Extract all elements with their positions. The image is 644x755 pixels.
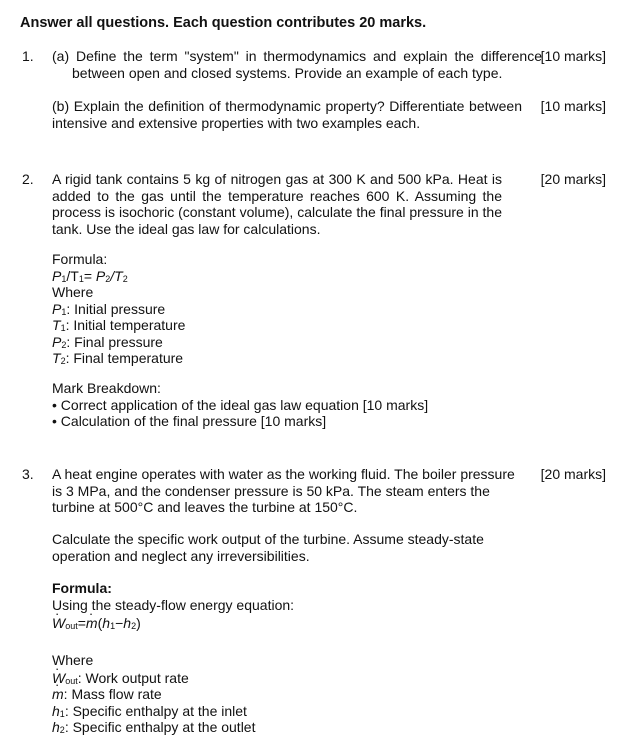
definition-t2: $T_2$: Final temperature [52, 350, 184, 366]
question-1b-marks: [10 marks] [540, 98, 606, 114]
instructions-heading: Answer all questions. Each question contributes 20 marks. [20, 15, 427, 31]
breakdown-item: • Calculation of the final pressure [10 marks] [52, 413, 327, 429]
where-label: Where [52, 652, 94, 668]
question-3-text: A heat engine operates with water as the working fluid. The boiler pressure is 3 MPa, and the condenser pressure is 50 kPa. The steam enters the turbine at 500°C and leaves the turbine at 150°C. [52, 466, 515, 515]
definition-wout: $W \cdot_{out}$: Work output rate [52, 670, 256, 687]
question-1-number: 1. [22, 48, 34, 64]
question-2-number: 2. [22, 171, 34, 187]
where-label: Where [52, 284, 94, 300]
question-2-text: A rigid tank contains 5 kg of nitrogen gas at 300 K and 500 kPa. Heat is added to the gas until the temperature reaches 600 K. Assuming the process is isochoric (constant volume), calculate the final pressure in the tank. Use the ideal gas law for calculations. [52, 171, 502, 237]
definition-mdot: m ·: Mass flow rate [52, 686, 256, 703]
formula-equation: $W \cdot_{out}=m \cdot(h_1-h_2)$ [52, 615, 294, 632]
breakdown-item: • Correct application of the ideal gas law equation [10 marks] [52, 396, 429, 413]
question-2-formula-block [52, 251, 185, 367]
question-2-marks: [20 marks] [540, 171, 606, 187]
definition-p2: $P_2$: Final pressure [52, 333, 163, 350]
question-1a-marks: [10 marks] [540, 48, 606, 64]
question-3-calc-text: Calculate the specific work output of the turbine. Assume steady-state operation and neglect any irreversibilities. [52, 531, 484, 564]
definition-h2: $h_2$: Specific enthalpy at the outlet [52, 719, 256, 735]
question-2-mark-breakdown [52, 380, 428, 430]
formula-equation: $P_1/T_1= P_2/T_2$ [52, 267, 128, 284]
definition-t1: $T_1$: Initial temperature [52, 317, 186, 333]
breakdown-label: Mark Breakdown: [52, 380, 161, 396]
question-3-formula-block [52, 580, 294, 632]
formula-label: Formula: [52, 580, 112, 596]
question-3-marks: [20 marks] [540, 466, 606, 482]
question-1a-text: (a) Define the term "system" in thermodynamics and explain the difference between open and closed systems. Provide an example of each type. [52, 48, 542, 81]
question-3-definitions [52, 652, 256, 736]
question-3-number: 3. [22, 466, 34, 482]
definition-h1: $h_1$: Specific enthalpy at the inlet [52, 702, 247, 719]
definition-p1: $P_1$: Initial pressure [52, 300, 166, 317]
question-1b-text: (b) Explain the definition of thermodynamic property? Differentiate between intensive and extensive properties with two examples each. [52, 98, 522, 131]
formula-intro: Using the steady-flow energy equation: [52, 596, 295, 613]
formula-label: Formula: [52, 251, 108, 267]
